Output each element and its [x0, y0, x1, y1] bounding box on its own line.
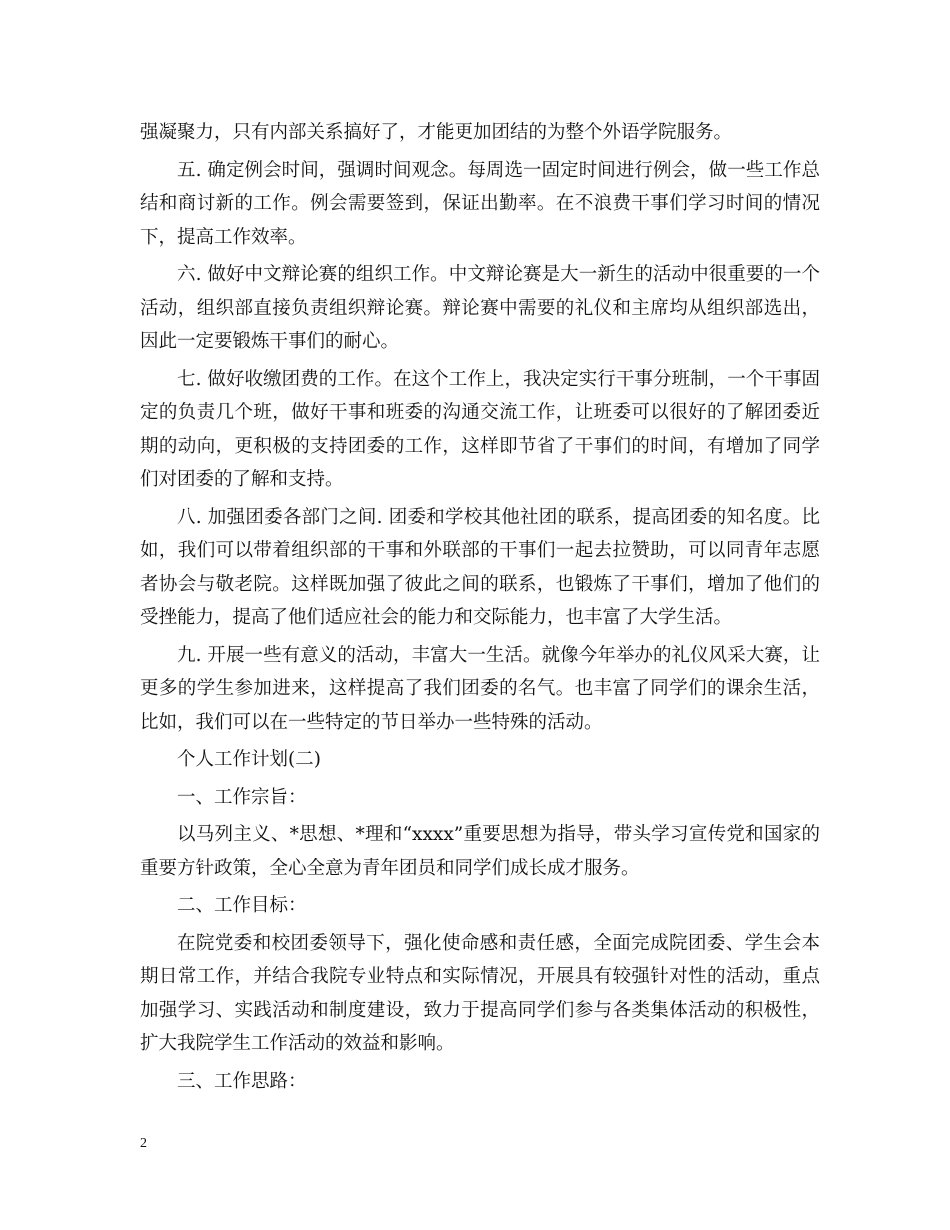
paragraph: 强凝聚力，只有内部关系搞好了，才能更加团结的为整个外语学院服务。 [140, 122, 733, 143]
subheading: 三、工作思路： [177, 1070, 307, 1092]
subheading: 二、工作目标： [177, 895, 307, 916]
subheading: 一、工作宗旨： [177, 786, 307, 808]
document-body [140, 116, 820, 1098]
paragraph: 八. 加强团委各部门之间. 团委和学校其他社团的联系，提高团委的知名度。比如，我们可以带着组织部的干事和外联部的干事们一起去拉赞助，可以同青年志愿者协会与敬老院。这样既加强了彼此之间的联系，也锻炼了干事们，增加了他们的受挫能力，提高了他们适应社会的能力和交际能力，也丰富了大学生活。 [140, 506, 820, 628]
section-heading: 个人工作计划(二) [177, 749, 321, 770]
paragraph: 五. 确定例会时间，强调时间观念。每周选一固定时间进行例会，做一些工作总结和商讨新的工作。例会需要签到，保证出勤率。在不浪费干事们学习时间的情况下，提高工作效率。 [140, 159, 820, 248]
paragraph: 七. 做好收缴团费的工作。在这个工作上，我决定实行干事分班制，一个干事固定的负责几个班，做好干事和班委的沟通交流工作，让班委可以很好的了解团委近期的动向，更积极的支持团委的工作，这样即节省了干事们的时间，有增加了同学们对团委的了解和支持。 [140, 368, 820, 490]
paragraph: 以马列主义、*思想、*理和“xxxx”重要思想为指导，带头学习宣传党和国家的重要方针政策，全心全意为青年团员和同学们成长成才服务。 [140, 824, 820, 879]
paragraph: 六. 做好中文辩论赛的组织工作。中文辩论赛是大一新生的活动中很重要的一个活动，组织部直接负责组织辩论赛。辩论赛中需要的礼仪和主席均从组织部选出，因此一定要锻炼干事们的耐心。 [140, 264, 820, 352]
paragraph: 在院党委和校团委领导下，强化使命感和责任感，全面完成院团委、学生会本期日常工作，并结合我院专业特点和实际情况，开展具有较强针对性的活动，重点加强学习、实践活动和制度建设，致力于提高同学们参与各类集体活动的积极性，扩大我院学生工作活动的效益和影响。 [140, 932, 820, 1054]
page-number: 2 [140, 1136, 147, 1151]
paragraph: 九. 开展一些有意义的活动，丰富大一生活。就像今年举办的礼仪风采大赛，让更多的学生参加进来，这样提高了我们团委的名气。也丰富了同学们的课余生活，比如，我们可以在一些特定的节日举办一些特殊的活动。 [140, 644, 820, 733]
